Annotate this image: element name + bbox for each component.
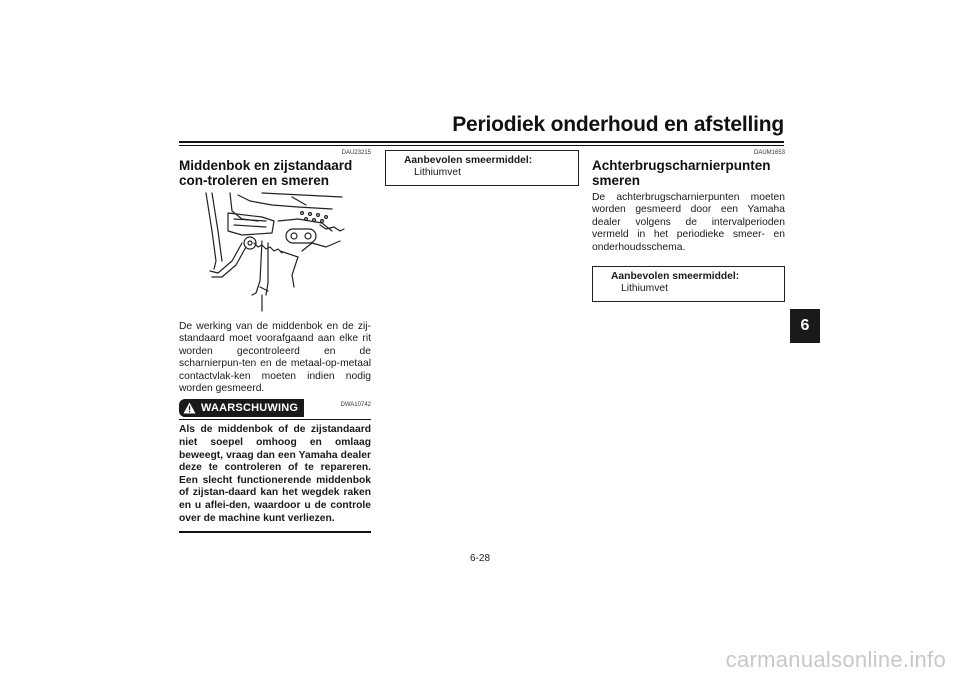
lubricant-value: Lithiumvet <box>414 167 461 179</box>
lubricant-title: Aanbevolen smeermiddel: <box>611 271 740 283</box>
page-number: 6-28 <box>469 553 490 564</box>
section-code: DAU23215 <box>341 150 371 156</box>
header-rule-thin <box>179 145 784 146</box>
lubricant-value: Lithiumvet <box>621 283 668 295</box>
warning-end-rule <box>179 531 371 533</box>
warning-label: WAARSCHUWING <box>201 402 299 415</box>
lubricant-title: Aanbevolen smeermiddel: <box>404 155 533 166</box>
section-body: De achterbrugscharnierpunten moeten worden gesmeerd door een Yamaha dealer volgens de intervalperioden vermeld in het periodieke smeer- en onderhoudsschema. <box>592 192 785 253</box>
warning-code: DWA10742 <box>340 402 371 409</box>
warning-triangle-icon <box>183 402 196 414</box>
section-title: Achterbrugscharnierpunten smeren <box>592 158 771 188</box>
section-body: De werking van de middenbok en de zij-standaard moet voorafgaand aan elke rit worden gecontroleerd en de scharnierpun-ten en de metaal-op-metaal contactvlak-ken moeten indien nodig worden gesmeerd. <box>179 321 371 395</box>
lubricant-box <box>592 266 785 302</box>
sidestand-centerstand-drawing <box>202 191 346 313</box>
warning-header <box>179 399 371 417</box>
header-rule <box>179 141 784 143</box>
page-header-title: Periodiek onderhoud en afstelling <box>452 113 784 136</box>
warning-text: Als de middenbok of de zijstandaard niet soepel omhoog en omlaag beweegt, vraag dan een Yamaha dealer deze te controleren of te repareren. Een slecht functionerende middenbok of zijstan-daard kan het wegdek raken en u aflei-den, waardoor u de controle over de machine kunt verliezen. <box>179 424 371 524</box>
column-middle <box>385 150 579 186</box>
warning-badge <box>179 399 304 417</box>
chapter-tab: 6 <box>790 309 820 343</box>
column-left <box>179 150 371 533</box>
watermark: carmanualsonline.info <box>725 647 946 672</box>
stand-illustration <box>202 191 346 313</box>
section-title: Middenbok en zijstandaard con-troleren en smeren <box>179 158 353 188</box>
section-code: DAUM1653 <box>753 150 785 156</box>
warning-rule <box>179 419 371 420</box>
lubricant-box <box>385 150 579 186</box>
column-right <box>592 150 785 302</box>
